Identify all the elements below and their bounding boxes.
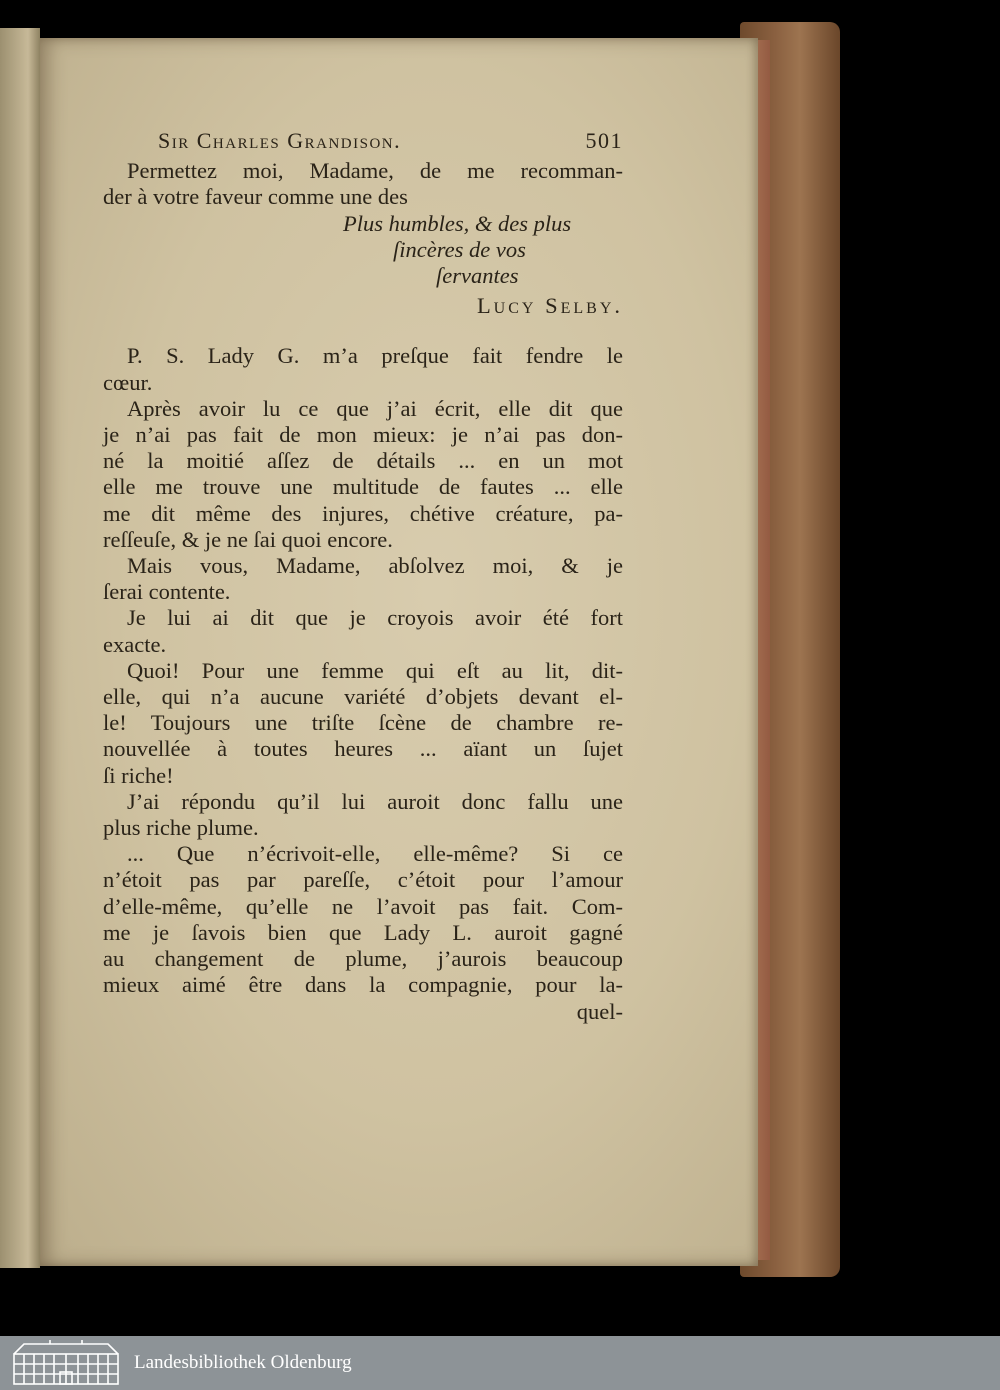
- text-line: nouvellée à toutes heures ... aïant un ſujet: [103, 736, 623, 762]
- letter-closing: [103, 211, 623, 290]
- text-line: ſerai contente.: [103, 579, 231, 605]
- text-line: Quoi! Pour une femme qui eſt au lit, dit-: [127, 657, 623, 683]
- closing-line: ſincères de vos: [393, 236, 526, 262]
- text-line: reſſeuſe, & je ne ſai quoi encore.: [103, 526, 393, 552]
- text-line: ... Que n’écrivoit-elle, elle-même? Si ce: [127, 841, 623, 867]
- text-line: mieux aimé être dans la compagnie, pour la-: [103, 972, 623, 998]
- library-name: Landesbibliothek Oldenburg: [134, 1352, 352, 1373]
- previous-page-edge: [0, 28, 40, 1268]
- closing-line: ſervantes: [436, 263, 519, 289]
- text-line: me dit même des injures, chétive créature, pa-: [103, 500, 623, 526]
- text-line: d’elle-même, qu’elle ne l’avoit pas fait. Com-: [103, 893, 623, 919]
- catchword: quel-: [576, 998, 623, 1024]
- library-footer-bar: [0, 1336, 1000, 1390]
- text-line: n’étoit pas par pareſſe, c’étoit pour l’amour: [103, 867, 623, 893]
- text-line: elle, qui n’a aucune variété d’objets devant el-: [103, 684, 623, 710]
- text-line: Après avoir lu ce que j’ai écrit, elle dit que: [127, 395, 623, 421]
- page-text: [103, 128, 623, 1025]
- text-line: Mais vous, Madame, abſolvez moi, & je: [127, 553, 623, 579]
- library-building-icon: [10, 1340, 122, 1386]
- text-line: au changement de plume, j’aurois beaucoup: [103, 946, 623, 972]
- running-head: [158, 128, 623, 154]
- text-line: der à votre faveur comme une des: [103, 184, 408, 210]
- text-line: ſi riche!: [103, 762, 174, 788]
- text-line: né la moitié aſſez de détails ... en un mot: [103, 448, 623, 474]
- text-line: le! Toujours une triſte ſcène de chambre re-: [103, 710, 623, 736]
- page-number: 501: [585, 128, 623, 153]
- text-line: elle me trouve une multitude de fautes ... elle: [103, 474, 623, 500]
- postscript: [103, 343, 623, 998]
- text-line: J’ai répondu qu’il lui auroit donc fallu une: [127, 788, 623, 814]
- running-head-title: Sir Charles Grandison.: [158, 128, 402, 153]
- letter-body: [103, 158, 623, 210]
- text-line: je n’ai pas fait de mon mieux: je n’ai pas don-: [103, 422, 623, 448]
- text-line: Je lui ai dit que je croyois avoir été fort: [127, 605, 623, 631]
- text-line: me je ſavois bien que Lady L. auroit gagné: [103, 919, 623, 945]
- closing-line: Plus humbles, & des plus: [343, 210, 572, 236]
- text-line: P. S. Lady G. m’a preſque fait fendre le: [127, 343, 623, 369]
- signature: Lucy Selby.: [476, 293, 623, 319]
- text-line: exacte.: [103, 631, 167, 657]
- text-line: cœur.: [103, 369, 153, 395]
- text-line: plus riche plume.: [103, 815, 259, 841]
- text-line: Permettez moi, Madame, de me recomman-: [127, 158, 623, 184]
